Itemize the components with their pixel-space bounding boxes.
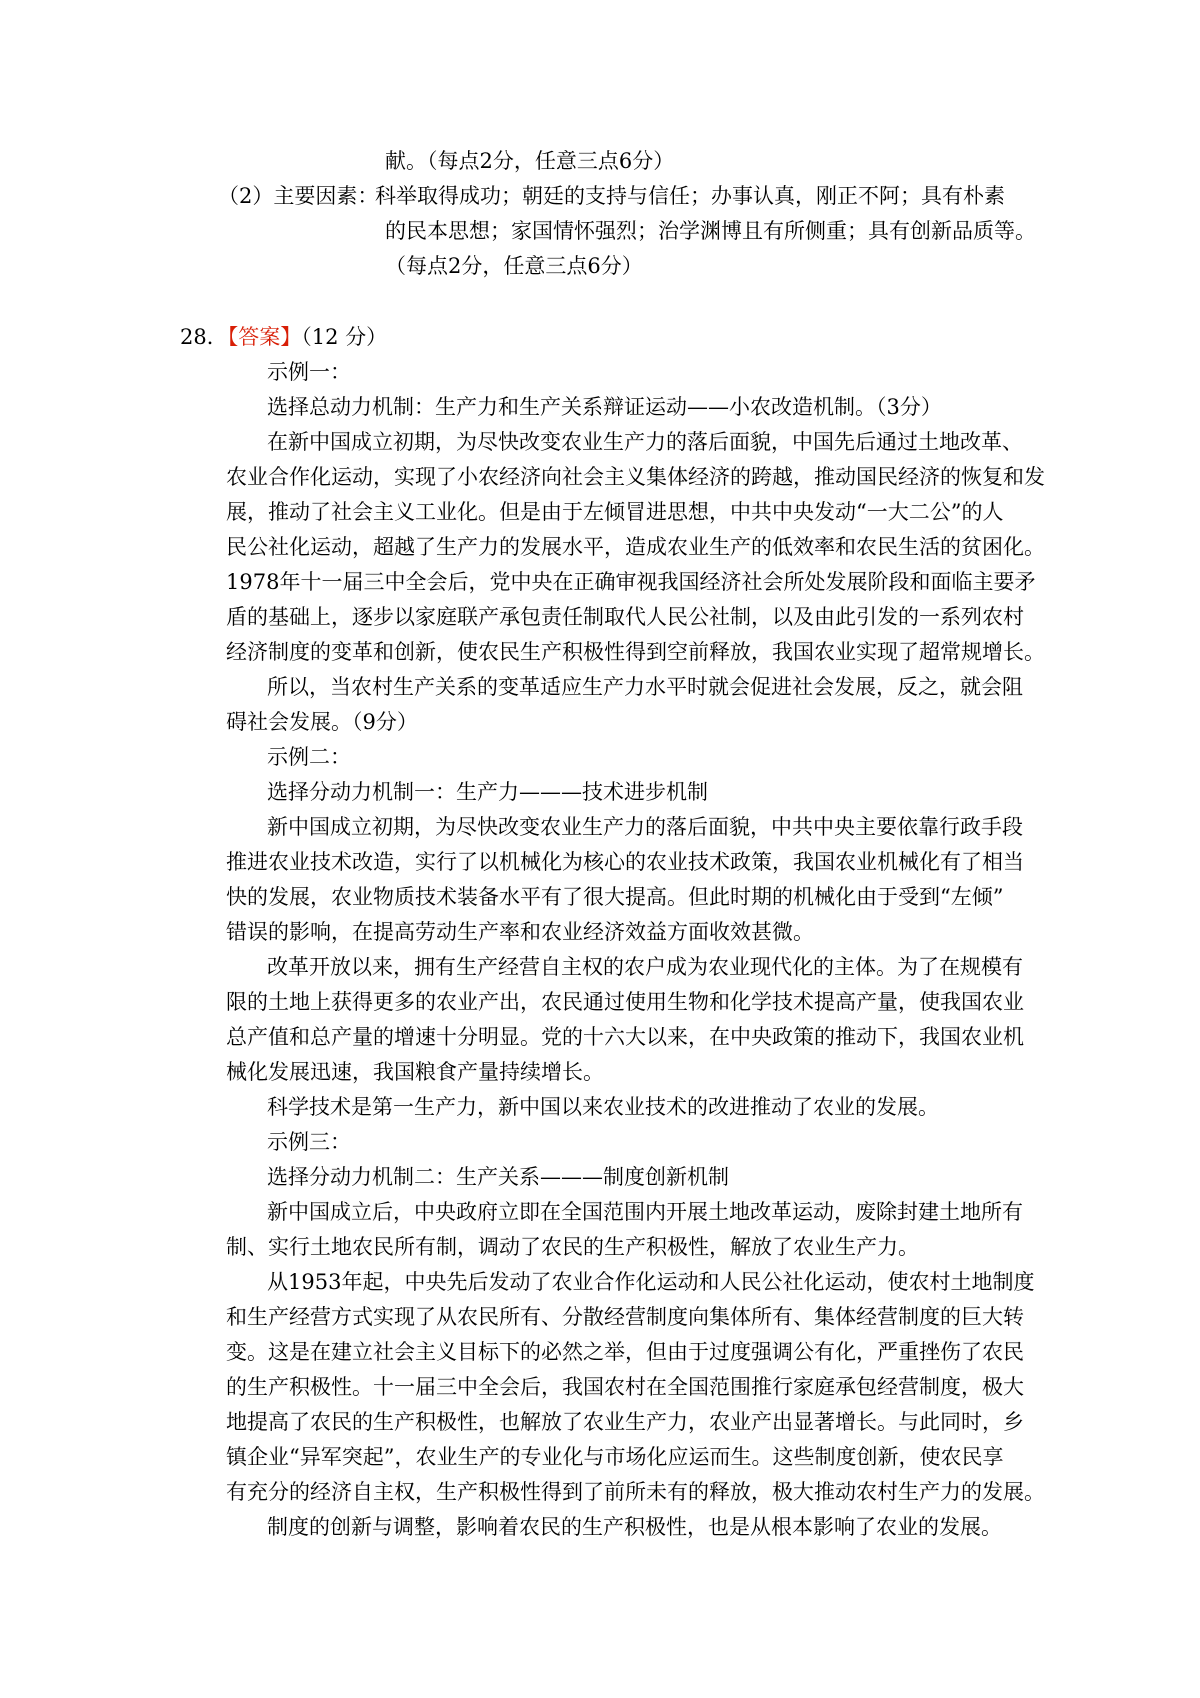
q28-line: 快的发展，农业物质技术装备水平有了很大提高。但此时期的机械化由于受到“左倾” (226, 885, 1004, 909)
q28-line: 械化发展迅速，我国粮食产量持续增长。 (226, 1060, 604, 1084)
answer-tag: 【答案】 (227, 325, 302, 349)
q28-line: 有充分的经济自主权，生产积极性得到了前所未有的释放，极大推动农村生产力的发展。 (226, 1480, 1045, 1504)
q28-line: 制、实行土地农民所有制，调动了农民的生产积极性，解放了农业生产力。 (226, 1235, 919, 1259)
q28-line: 新中国成立后，中央政府立即在全国范围内开展土地改革运动，废除封建土地所有 (267, 1200, 1023, 1224)
q28-line: 科学技术是第一生产力，新中国以来农业技术的改进推动了农业的发展。 (267, 1095, 939, 1119)
q28-line: 镇企业“异军突起”，农业生产的专业化与市场化应运而生。这些制度创新，使农民享 (226, 1445, 1004, 1469)
q27-part2-line-3: （每点2分，任意三点6分） (385, 254, 643, 278)
q27-part2-line-2: 的民本思想；家国情怀强烈；治学渊博且有所侧重；具有创新品质等。 (385, 219, 1036, 243)
q28-line: 改革开放以来，拥有生产经营自主权的农户成为农业现代化的主体。为了在规模有 (267, 955, 1023, 979)
question-score: （12 分） (301, 325, 388, 349)
q28-line: 地提高了农民的生产积极性，也解放了农业生产力，农业产出显著增长。与此同时，乡 (226, 1410, 1024, 1434)
q28-line: 总产值和总产量的增速十分明显。党的十六大以来，在中央政策的推动下，我国农业机 (226, 1025, 1024, 1049)
q28-line: 农业合作化运动，实现了小农经济向社会主义集体经济的跨越，推动国民经济的恢复和发 (226, 465, 1045, 489)
q28-line: 在新中国成立初期，为尽快改变农业生产力的落后面貌，中国先后通过土地改革、 (267, 430, 1023, 454)
q28-line: 推进农业技术改造，实行了以机械化为核心的农业技术政策，我国农业机械化有了相当 (226, 850, 1024, 874)
q28-line: 1978年十一届三中全会后，党中央在正确审视我国经济社会所处发展阶段和面临主要矛 (226, 570, 1036, 594)
q28-line: 新中国成立初期，为尽快改变农业生产力的落后面貌，中共中央主要依靠行政手段 (267, 815, 1023, 839)
q27-part2-line-1: 科举取得成功；朝廷的支持与信任；办事认真，刚正不阿；具有朴素 (375, 184, 1005, 208)
q28-line: 展，推动了社会主义工业化。但是由于左倾冒进思想，中共中央发动“一大二公”的人 (226, 500, 1004, 524)
q27-part2-label: （2）主要因素： (218, 184, 379, 208)
q28-line: 经济制度的变革和创新，使农民生产积极性得到空前释放，我国农业实现了超常规增长。 (226, 640, 1045, 664)
q28-line: 选择分动力机制二：生产关系———制度创新机制 (267, 1165, 729, 1189)
q27-line-1: 献。（每点2分，任意三点6分） (385, 149, 675, 173)
question-number: 28． (180, 325, 228, 349)
q28-line: 和生产经营方式实现了从农民所有、分散经营制度向集体所有、集体经营制度的巨大转 (226, 1305, 1024, 1329)
q28-line: 示例三： (267, 1130, 351, 1154)
q28-line: 示例一： (267, 360, 351, 384)
q28-line: 从1953年起，中央先后发动了农业合作化运动和人民公社化运动，使农村土地制度 (267, 1270, 1035, 1294)
q28-line: 变。这是在建立社会主义目标下的必然之举，但由于过度强调公有化，严重挫伤了农民 (226, 1340, 1024, 1364)
q28-line: 民公社化运动，超越了生产力的发展水平，造成农业生产的低效率和农民生活的贫困化。 (226, 535, 1045, 559)
q28-line: 错误的影响，在提高劳动生产率和农业经济效益方面收效甚微。 (226, 920, 814, 944)
q28-header (180, 320, 387, 354)
q28-line: 的生产积极性。十一届三中全会后，我国农村在全国范围推行家庭承包经营制度，极大 (226, 1375, 1024, 1399)
q28-line: 制度的创新与调整，影响着农民的生产积极性，也是从根本影响了农业的发展。 (267, 1515, 1002, 1539)
q28-line: 所以，当农村生产关系的变革适应生产力水平时就会促进社会发展，反之，就会阻 (267, 675, 1023, 699)
q28-line: 盾的基础上，逐步以家庭联产承包责任制取代人民公社制，以及由此引发的一系列农村 (226, 605, 1024, 629)
q28-line: 碍社会发展。（9分） (226, 710, 418, 734)
q28-line: 限的土地上获得更多的农业产出，农民通过使用生物和化学技术提高产量，使我国农业 (226, 990, 1024, 1014)
q28-line: 选择分动力机制一：生产力———技术进步机制 (267, 780, 708, 804)
q28-line: 示例二： (267, 745, 351, 769)
q28-line: 选择总动力机制：生产力和生产关系辩证运动——小农改造机制。（3分） (267, 395, 942, 419)
